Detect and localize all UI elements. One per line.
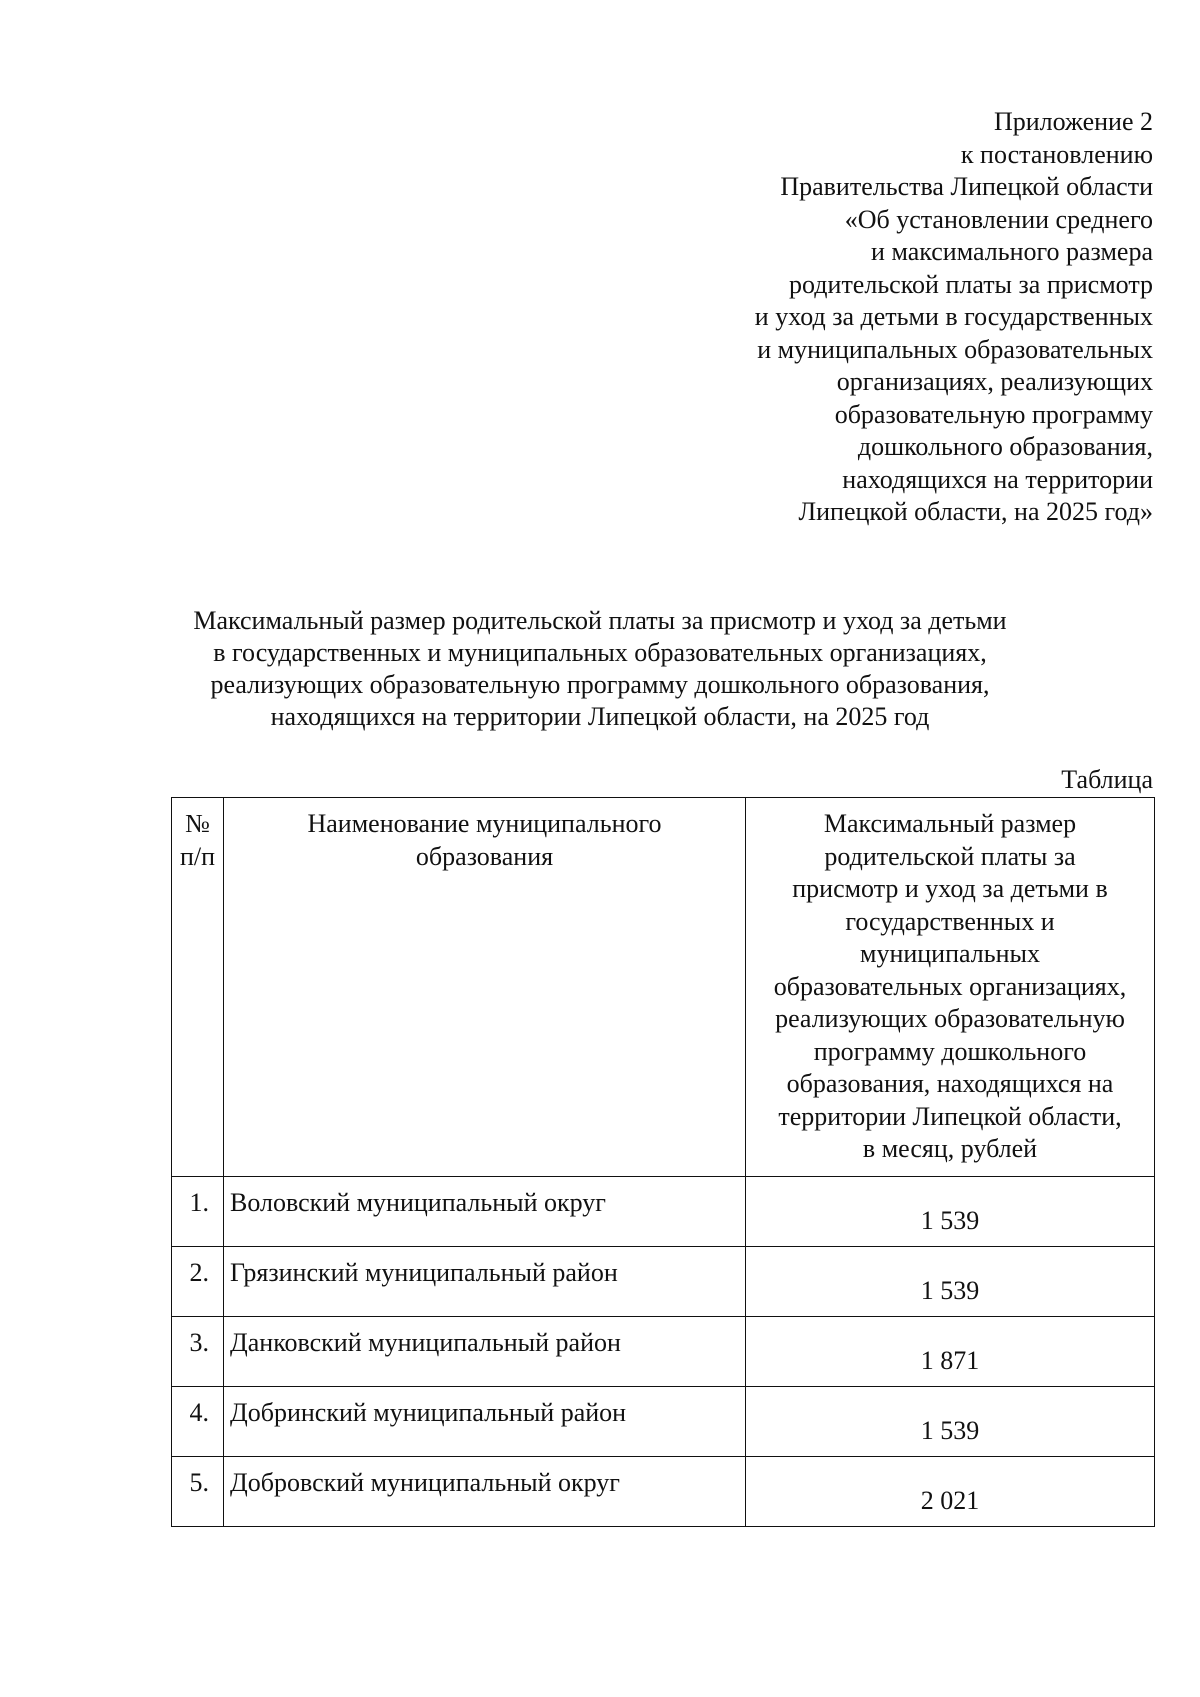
table-caption: Таблица xyxy=(1061,765,1153,794)
appendix-line: и уход за детьми в государственных xyxy=(754,302,1153,331)
header-number xyxy=(172,798,224,1177)
row-municipality: Данковский муниципальный район xyxy=(224,1316,746,1386)
header-max-fee-line: Максимальный размер xyxy=(823,809,1077,838)
appendix-line: находящихся на территории xyxy=(842,464,1153,494)
row-number: 4. xyxy=(172,1386,224,1456)
row-max-fee: 1 539 xyxy=(746,1246,1155,1316)
header-max-fee-line: муниципальных xyxy=(859,939,1040,968)
table-row xyxy=(172,1246,1155,1316)
header-max-fee-line: присмотр и уход за детьми в xyxy=(792,874,1108,903)
title-line: в государственных и муниципальных образовательных организациях, xyxy=(213,638,987,667)
header-municipality xyxy=(224,798,746,1177)
header-number-line: п/п xyxy=(179,841,216,871)
document-title xyxy=(130,605,1070,733)
appendix-line: организациях, реализующих xyxy=(836,367,1153,396)
row-number: 1. xyxy=(172,1176,224,1246)
row-max-fee: 1 539 xyxy=(746,1176,1155,1246)
row-municipality: Воловский муниципальный округ xyxy=(224,1176,746,1246)
row-number: 2. xyxy=(172,1246,224,1316)
header-max-fee-line: территории Липецкой области, xyxy=(778,1101,1122,1131)
appendix-line: образовательную программу xyxy=(834,399,1153,429)
table-row xyxy=(172,1386,1155,1456)
header-max-fee-line: в месяц, рублей xyxy=(862,1134,1038,1163)
table-row xyxy=(172,1176,1155,1246)
table-header-row xyxy=(172,798,1155,1177)
appendix-line: родительской платы за присмотр xyxy=(789,269,1153,299)
row-max-fee: 1 871 xyxy=(746,1316,1155,1386)
appendix-line: Липецкой области, на 2025 год» xyxy=(798,497,1153,526)
header-max-fee-line: программу дошкольного xyxy=(813,1036,1087,1066)
header-municipality-line: Наименование муниципального xyxy=(307,809,662,838)
table-row xyxy=(172,1316,1155,1386)
row-number: 5. xyxy=(172,1456,224,1526)
appendix-line: «Об установлении среднего xyxy=(844,204,1153,234)
header-municipality-line: образования xyxy=(415,841,554,871)
appendix-line: и максимального размера xyxy=(871,237,1153,266)
title-line: находящихся на территории Липецкой области, на 2025 год xyxy=(270,702,930,731)
row-municipality: Грязинский муниципальный район xyxy=(224,1246,746,1316)
appendix-block xyxy=(593,106,1153,529)
appendix-line: Правительства Липецкой области xyxy=(780,172,1153,201)
header-max-fee-line: родительской платы за xyxy=(824,841,1076,871)
row-municipality: Добринский муниципальный район xyxy=(224,1386,746,1456)
header-max-fee-line: образовательных организациях, xyxy=(773,971,1127,1001)
header-max-fee-line: образования, находящихся на xyxy=(786,1069,1114,1098)
row-max-fee: 1 539 xyxy=(746,1386,1155,1456)
fee-table xyxy=(171,797,1155,1527)
appendix-line: дошкольного образования, xyxy=(857,432,1153,461)
header-max-fee-line: государственных и xyxy=(845,906,1055,936)
appendix-line: к постановлению xyxy=(960,139,1153,169)
title-line: реализующих образовательную программу дошкольного образования, xyxy=(210,670,990,699)
title-line: Максимальный размер родительской платы за присмотр и уход за детьми xyxy=(193,606,1007,635)
row-municipality: Добровский муниципальный округ xyxy=(224,1456,746,1526)
table-row xyxy=(172,1456,1155,1526)
header-max-fee-line: реализующих образовательную xyxy=(775,1004,1125,1033)
appendix-line: Приложение 2 xyxy=(993,107,1153,136)
row-max-fee: 2 021 xyxy=(746,1456,1155,1526)
header-number-line: № xyxy=(185,809,210,838)
appendix-line: и муниципальных образовательных xyxy=(757,334,1153,364)
row-number: 3. xyxy=(172,1316,224,1386)
header-max-fee xyxy=(746,798,1155,1177)
